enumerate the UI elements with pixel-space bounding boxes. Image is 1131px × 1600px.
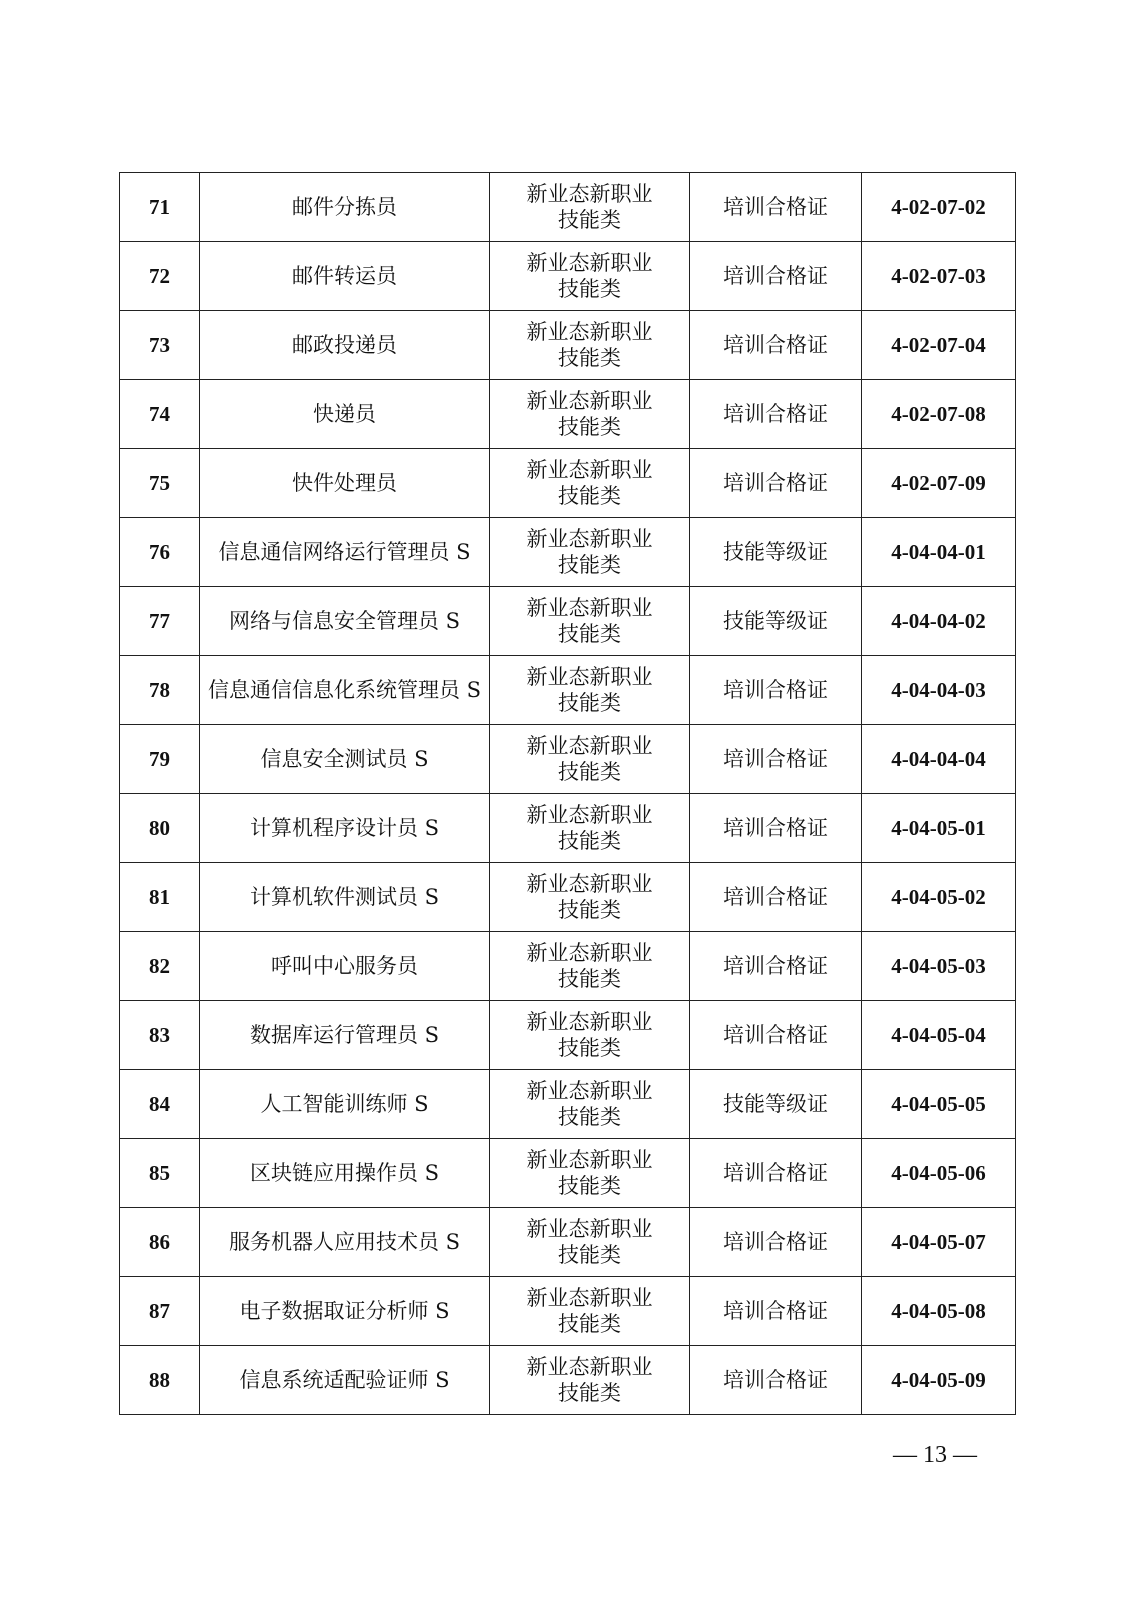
category-line-1: 新业态新职业	[526, 596, 653, 620]
category-cell	[490, 794, 690, 863]
row-number: 82	[120, 932, 200, 1001]
table-row	[120, 587, 1016, 656]
category-line-1: 新业态新职业	[526, 458, 653, 482]
occupation-name: 人工智能训练师 S	[200, 1070, 490, 1139]
category-line-1: 新业态新职业	[526, 1355, 653, 1379]
occupation-name: 邮政投递员	[200, 311, 490, 380]
row-number: 85	[120, 1139, 200, 1208]
category-line-2: 技能类	[558, 277, 621, 301]
row-number: 71	[120, 173, 200, 242]
category-cell	[490, 173, 690, 242]
category-cell	[490, 242, 690, 311]
certificate-type: 培训合格证	[690, 1208, 862, 1277]
certificate-type: 培训合格证	[690, 725, 862, 794]
category-line-1: 新业态新职业	[526, 1010, 653, 1034]
row-number: 78	[120, 656, 200, 725]
category-cell	[490, 863, 690, 932]
occupation-code: 4-02-07-03	[862, 242, 1016, 311]
occupation-code: 4-04-05-04	[862, 1001, 1016, 1070]
category-cell	[490, 518, 690, 587]
table-row	[120, 518, 1016, 587]
occupation-code: 4-04-04-01	[862, 518, 1016, 587]
certificate-type: 培训合格证	[690, 794, 862, 863]
category-cell	[490, 1139, 690, 1208]
row-number: 72	[120, 242, 200, 311]
occupation-code: 4-04-05-09	[862, 1346, 1016, 1415]
table-row	[120, 1070, 1016, 1139]
certificate-type: 培训合格证	[690, 449, 862, 518]
category-line-2: 技能类	[558, 967, 621, 991]
category-line-2: 技能类	[558, 415, 621, 439]
certificate-type: 培训合格证	[690, 932, 862, 1001]
category-cell	[490, 1346, 690, 1415]
occupation-code: 4-04-05-06	[862, 1139, 1016, 1208]
category-line-2: 技能类	[558, 1174, 621, 1198]
table-row	[120, 173, 1016, 242]
certificate-type: 技能等级证	[690, 518, 862, 587]
occupation-name: 数据库运行管理员 S	[200, 1001, 490, 1070]
occupation-code: 4-04-05-08	[862, 1277, 1016, 1346]
table-row	[120, 449, 1016, 518]
certificate-type: 培训合格证	[690, 380, 862, 449]
table-row	[120, 1139, 1016, 1208]
row-number: 74	[120, 380, 200, 449]
certificate-type: 技能等级证	[690, 1070, 862, 1139]
occupation-code: 4-02-07-02	[862, 173, 1016, 242]
occupation-name: 信息安全测试员 S	[200, 725, 490, 794]
occupation-code: 4-04-05-07	[862, 1208, 1016, 1277]
occupation-code: 4-04-04-02	[862, 587, 1016, 656]
category-line-2: 技能类	[558, 484, 621, 508]
occupation-name: 邮件分拣员	[200, 173, 490, 242]
category-cell	[490, 311, 690, 380]
occupation-table	[119, 172, 1016, 1415]
category-line-2: 技能类	[558, 898, 621, 922]
category-cell	[490, 1070, 690, 1139]
certificate-type: 培训合格证	[690, 173, 862, 242]
table-body	[120, 173, 1016, 1415]
occupation-name: 区块链应用操作员 S	[200, 1139, 490, 1208]
occupation-name: 信息通信信息化系统管理员 S	[200, 656, 490, 725]
category-cell	[490, 932, 690, 1001]
category-line-1: 新业态新职业	[526, 734, 653, 758]
category-cell	[490, 449, 690, 518]
occupation-name: 呼叫中心服务员	[200, 932, 490, 1001]
category-cell	[490, 725, 690, 794]
category-cell	[490, 380, 690, 449]
row-number: 84	[120, 1070, 200, 1139]
occupation-name: 邮件转运员	[200, 242, 490, 311]
category-cell	[490, 1208, 690, 1277]
certificate-type: 培训合格证	[690, 656, 862, 725]
certificate-type: 培训合格证	[690, 863, 862, 932]
certificate-type: 培训合格证	[690, 242, 862, 311]
row-number: 80	[120, 794, 200, 863]
occupation-code: 4-04-04-04	[862, 725, 1016, 794]
occupation-name: 计算机软件测试员 S	[200, 863, 490, 932]
category-line-1: 新业态新职业	[526, 872, 653, 896]
certificate-type: 技能等级证	[690, 587, 862, 656]
category-cell	[490, 1001, 690, 1070]
table-row	[120, 1346, 1016, 1415]
row-number: 87	[120, 1277, 200, 1346]
certificate-type: 培训合格证	[690, 1001, 862, 1070]
category-line-1: 新业态新职业	[526, 941, 653, 965]
occupation-name: 服务机器人应用技术员 S	[200, 1208, 490, 1277]
occupation-code: 4-04-05-03	[862, 932, 1016, 1001]
category-line-1: 新业态新职业	[526, 1079, 653, 1103]
table-row	[120, 242, 1016, 311]
category-line-1: 新业态新职业	[526, 527, 653, 551]
row-number: 73	[120, 311, 200, 380]
row-number: 75	[120, 449, 200, 518]
category-cell	[490, 656, 690, 725]
category-line-2: 技能类	[558, 1381, 621, 1405]
certificate-type: 培训合格证	[690, 1139, 862, 1208]
category-line-2: 技能类	[558, 1312, 621, 1336]
category-cell	[490, 587, 690, 656]
occupation-name: 信息系统适配验证师 S	[200, 1346, 490, 1415]
category-line-1: 新业态新职业	[526, 251, 653, 275]
occupation-name: 快件处理员	[200, 449, 490, 518]
certificate-type: 培训合格证	[690, 1277, 862, 1346]
certificate-type: 培训合格证	[690, 311, 862, 380]
category-line-2: 技能类	[558, 622, 621, 646]
table-row	[120, 932, 1016, 1001]
row-number: 79	[120, 725, 200, 794]
occupation-code: 4-04-05-02	[862, 863, 1016, 932]
category-line-1: 新业态新职业	[526, 389, 653, 413]
occupation-code: 4-02-07-08	[862, 380, 1016, 449]
page-number: — 13 —	[893, 1442, 977, 1468]
category-cell	[490, 1277, 690, 1346]
occupation-name: 网络与信息安全管理员 S	[200, 587, 490, 656]
category-line-1: 新业态新职业	[526, 320, 653, 344]
category-line-1: 新业态新职业	[526, 1148, 653, 1172]
row-number: 81	[120, 863, 200, 932]
table-row	[120, 863, 1016, 932]
table-row	[120, 1277, 1016, 1346]
category-line-2: 技能类	[558, 691, 621, 715]
category-line-2: 技能类	[558, 760, 621, 784]
table-row	[120, 794, 1016, 863]
row-number: 76	[120, 518, 200, 587]
occupation-code: 4-02-07-04	[862, 311, 1016, 380]
row-number: 86	[120, 1208, 200, 1277]
occupation-code: 4-04-05-01	[862, 794, 1016, 863]
category-line-2: 技能类	[558, 829, 621, 853]
occupation-name: 计算机程序设计员 S	[200, 794, 490, 863]
table-row	[120, 311, 1016, 380]
row-number: 88	[120, 1346, 200, 1415]
occupation-code: 4-04-05-05	[862, 1070, 1016, 1139]
table-row	[120, 1001, 1016, 1070]
category-line-1: 新业态新职业	[526, 1217, 653, 1241]
category-line-1: 新业态新职业	[526, 182, 653, 206]
category-line-2: 技能类	[558, 1036, 621, 1060]
row-number: 83	[120, 1001, 200, 1070]
category-line-2: 技能类	[558, 1243, 621, 1267]
occupation-name: 快递员	[200, 380, 490, 449]
category-line-2: 技能类	[558, 553, 621, 577]
table-row	[120, 656, 1016, 725]
table-row	[120, 725, 1016, 794]
occupation-name: 信息通信网络运行管理员 S	[200, 518, 490, 587]
certificate-type: 培训合格证	[690, 1346, 862, 1415]
table-row	[120, 1208, 1016, 1277]
category-line-1: 新业态新职业	[526, 665, 653, 689]
occupation-name: 电子数据取证分析师 S	[200, 1277, 490, 1346]
category-line-1: 新业态新职业	[526, 1286, 653, 1310]
table-row	[120, 380, 1016, 449]
category-line-1: 新业态新职业	[526, 803, 653, 827]
occupation-code: 4-04-04-03	[862, 656, 1016, 725]
category-line-2: 技能类	[558, 346, 621, 370]
row-number: 77	[120, 587, 200, 656]
category-line-2: 技能类	[558, 208, 621, 232]
occupation-code: 4-02-07-09	[862, 449, 1016, 518]
category-line-2: 技能类	[558, 1105, 621, 1129]
